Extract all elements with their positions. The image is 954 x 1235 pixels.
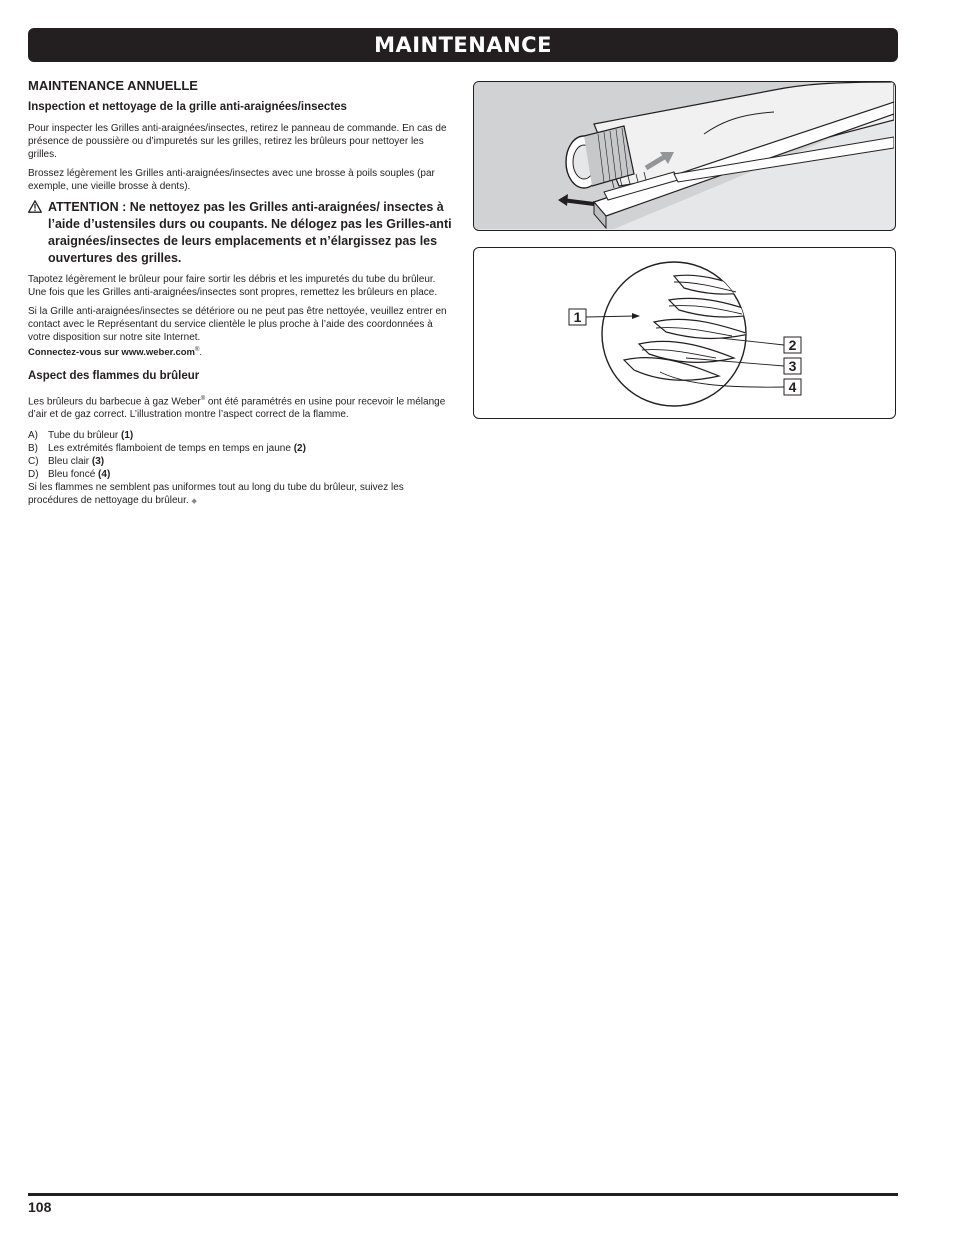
list-item (28, 442, 454, 455)
subhead-inspection: Inspection et nettoyage de la grille anti-araignées/insectes (28, 101, 347, 113)
warning-block (28, 199, 454, 267)
callout-2-label: 2 (788, 337, 797, 353)
callout-4-label: 4 (788, 379, 797, 395)
figure-flame-appearance (473, 247, 896, 419)
end-diamond-icon: ◆ (191, 498, 197, 506)
callout-3-label: 3 (788, 358, 797, 374)
item-number: (4) (98, 469, 111, 481)
registered-mark: ® (195, 347, 200, 353)
warning-triangle-icon (28, 200, 48, 267)
paragraph-6 (28, 481, 454, 508)
paragraph-5-start: Les brûleurs du barbecue à gaz Weber (28, 396, 201, 408)
footer-rule (28, 1193, 898, 1196)
paragraph-2: Brossez légèrement les Grilles anti-araignées/insectes avec une brosse à poils souples (par exemple, une vieille brosse à dents). (28, 168, 435, 192)
list-item (28, 468, 454, 481)
website-line (28, 344, 454, 359)
flame-illustration (474, 248, 894, 417)
paragraph-4-text: Si la Grille anti-araignées/insectes se détériore ou ne peut pas être nettoyée, veuillez entrer en contact avec le Représentant du service clientèle le plus proche à l’aide des coordonnées à votre disposition sur notre site Internet. (28, 306, 447, 343)
subhead-flames: Aspect des flammes du brûleur (28, 370, 200, 383)
page-number: 108 (28, 1199, 52, 1215)
header-bar (28, 28, 898, 62)
list-item (28, 429, 454, 442)
item-letter: A) (28, 430, 38, 442)
flame-item-list (28, 429, 454, 481)
burner-brush-illustration (474, 82, 894, 229)
item-number: (3) (91, 456, 105, 468)
callout-1-label: 1 (573, 309, 582, 325)
item-number: (2) (293, 443, 306, 455)
registered-mark-weber: ® (200, 396, 206, 403)
paragraph-5-end: ont été paramétrés en usine pour recevoir le mélange d’air et de gaz correct. L’illustration montre l’aspect correct de la flamme. (28, 396, 446, 421)
figure-burner-brush (473, 81, 896, 231)
warning-text: ATTENTION : Ne nettoyez pas les Grilles anti-araignées/ insectes à l’aide d’ustensiles durs ou coupants. Ne délogez pas les Grilles-anti araignées/insectes de leurs emplacements et n’élargissez pas les ouvertures des grilles. (48, 200, 452, 265)
item-text: Tube du brûleur (48, 430, 122, 442)
item-text: Bleu foncé (48, 469, 99, 481)
item-letter: D) (28, 469, 39, 481)
paragraph-6-text: Si les flammes ne semblent pas uniformes tout au long du tube du brûleur, suivez les procédures de nettoyage du brûleur. (28, 482, 404, 507)
item-letter: B) (28, 443, 38, 455)
item-number: (1) (121, 430, 134, 442)
item-letter: C) (28, 456, 39, 468)
list-item (28, 455, 454, 468)
item-text: Les extrémités flamboient de temps en temps en jaune (48, 443, 294, 455)
paragraph-1: Pour inspecter les Grilles anti-araignées/insectes, retirez le panneau de commande. En cas de présence de poussière ou d’impuretés sur les grilles, retirez les brûleurs pour nettoyer les grilles. (28, 123, 447, 160)
paragraph-4 (28, 305, 454, 344)
main-text-column (28, 78, 454, 514)
website-link[interactable]: Connectez-vous sur www.weber.com (28, 347, 195, 359)
website-period: . (199, 347, 203, 359)
item-text: Bleu clair (48, 456, 92, 468)
paragraph-5 (28, 393, 454, 421)
section-title: MAINTENANCE ANNUELLE (28, 78, 198, 93)
page-title: MAINTENANCE (374, 33, 552, 57)
paragraph-3: Tapotez légèrement le brûleur pour faire sortir les débris et les impuretés du tube du brûleur. Une fois que les Grilles anti-araignées/insectes sont propres, remettez les brûleurs en place. (28, 274, 438, 298)
